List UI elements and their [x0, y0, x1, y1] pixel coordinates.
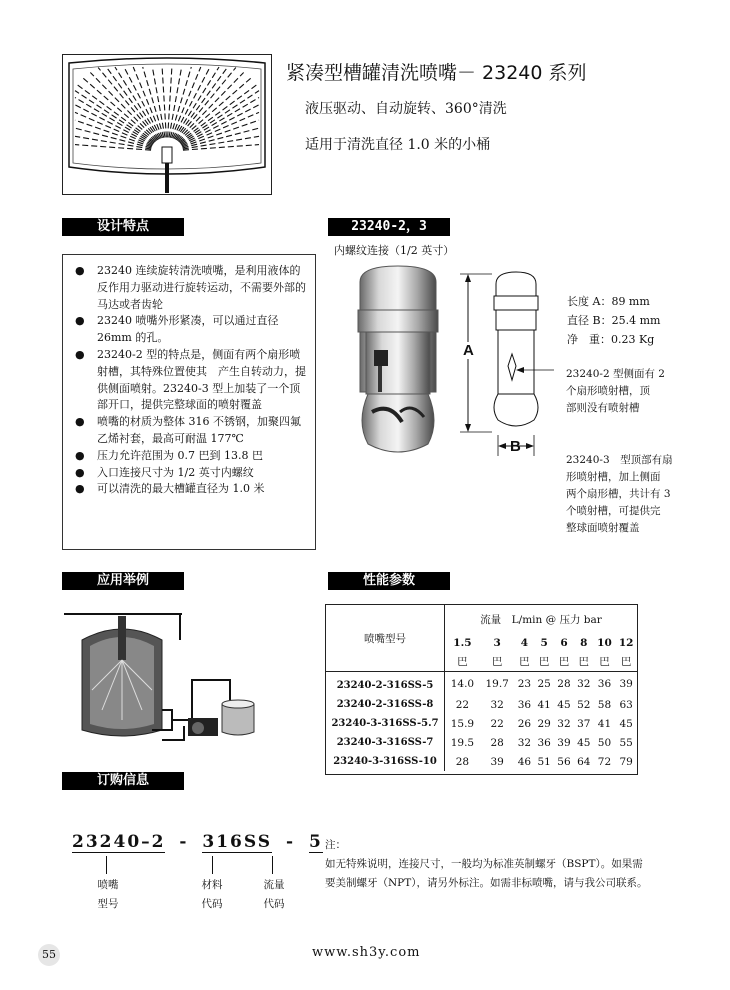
flow-value-cell: 32 [557, 717, 571, 730]
dimension-specs [567, 292, 660, 349]
page-title: 紧凑型槽罐清洗喷嘴－ 23240 系列 [286, 62, 587, 84]
note-line: 两个扇形槽，共计有 3 [566, 488, 671, 500]
model-header: 喷嘴型号 [326, 605, 445, 672]
tank-spray-illustration [62, 54, 272, 195]
flow-value-cell: 45 [619, 717, 633, 730]
flow-value-cell: 19.7 [485, 677, 509, 690]
order-caption-flow [256, 876, 292, 914]
performance-table [326, 605, 637, 771]
flow-value-cell: 79 [619, 755, 633, 768]
feature-item: ● 可以清洗的最大槽罐直径为 1.0 米 [69, 481, 309, 498]
table-row [326, 695, 637, 714]
spec-weight: 净 重：0.23 Kg [567, 333, 655, 346]
caption-line: 材料 [201, 879, 223, 891]
feature-list [69, 263, 309, 498]
flow-value-cell: 39 [619, 677, 633, 690]
table-row [326, 733, 637, 752]
pressure-unit: 巴 [554, 652, 574, 672]
flow-value-cell: 28 [455, 755, 470, 768]
flow-value-cell: 36 [597, 677, 612, 690]
note-line: 部则没有喷射槽 [566, 402, 640, 414]
flow-value-cell: 41 [537, 698, 551, 711]
nozzle-photo [350, 262, 446, 462]
flow-value-cell: 72 [597, 755, 612, 768]
flow-value-cell: 39 [557, 736, 571, 749]
table-row [326, 672, 637, 696]
pressure-header: 6 [560, 636, 568, 649]
dimension-label-a: A [463, 342, 474, 359]
order-tick [212, 856, 213, 874]
flow-value-cell: 32 [517, 736, 532, 749]
thread-note: 内螺纹连接（1/2 英寸） [334, 244, 455, 257]
page-subtitle-1: 液压驱动、自动旋转、360°清洗 [305, 101, 507, 117]
caption-line: 喷嘴 [97, 879, 119, 891]
order-tick [106, 856, 107, 874]
flow-value-cell: 37 [577, 717, 591, 730]
application-diagram [62, 600, 262, 750]
flow-value-cell: 63 [619, 698, 633, 711]
order-code-material: 316SS [202, 832, 273, 852]
page-subtitle-2: 适用于清洗直径 1.0 米的小桶 [305, 137, 491, 153]
section-ordering: 订购信息 [62, 772, 184, 790]
pressure-header: 3 [493, 636, 501, 649]
pressure-unit: 巴 [574, 652, 594, 672]
note-line: 23240-2 型侧面有 2 [566, 368, 665, 380]
feature-item: ● 喷嘴的材质为整体 316 不锈钢，加聚四氟乙烯衬套，最高可耐温 177℃ [69, 414, 309, 448]
flow-value-cell: 56 [557, 755, 571, 768]
note-line: 形喷射槽，加上侧面 [566, 471, 661, 483]
flow-value-cell: 14.0 [450, 677, 475, 690]
section-application: 应用举例 [62, 572, 184, 590]
flow-value-cell: 22 [490, 717, 504, 730]
flow-value-cell: 23 [517, 677, 532, 690]
feature-item: ● 压力允许范围为 0.7 巴到 13.8 巴 [69, 448, 309, 465]
pressure-header: 1.5 [453, 636, 472, 649]
flow-value-cell: 15.9 [450, 717, 475, 730]
pressure-header: 12 [618, 636, 634, 649]
flow-value-cell: 46 [517, 755, 532, 768]
pressure-unit: 巴 [615, 652, 637, 672]
pressure-header: 8 [580, 636, 588, 649]
pressure-header: 10 [597, 636, 612, 649]
nozzle-dimension-drawing [456, 270, 556, 460]
flow-value-cell: 52 [577, 698, 591, 711]
note-line: 整球面喷射覆盖 [566, 522, 640, 534]
note-model-2 [566, 366, 665, 417]
order-code-flow: 5 [308, 832, 323, 852]
order-code-sep: - [179, 832, 189, 852]
flow-value-cell: 51 [537, 755, 551, 768]
flow-header: 流量 L/min @ 压力 bar [480, 613, 602, 626]
flow-value-cell: 19.5 [450, 736, 475, 749]
model-cell: 23240-3-316SS-7 [326, 733, 445, 752]
flow-value-cell: 41 [597, 717, 612, 730]
pressure-header: 5 [540, 636, 548, 649]
note-line: 个喷射槽，可提供完 [566, 505, 661, 517]
table-row [326, 752, 637, 771]
feature-item: ● 入口连接尺寸为 1/2 英寸内螺纹 [69, 465, 309, 482]
note-line: 23240-3 型顶部有扇 [566, 454, 673, 466]
flow-value-cell: 22 [455, 698, 470, 711]
flow-value-cell: 45 [577, 736, 591, 749]
model-cell: 23240-3-316SS-10 [326, 752, 445, 771]
caption-line: 型号 [97, 898, 119, 910]
flow-value-cell: 36 [537, 736, 551, 749]
flow-value-cell: 26 [517, 717, 532, 730]
order-caption-material [194, 876, 230, 914]
flow-value-cell: 45 [557, 698, 571, 711]
pressure-unit: 巴 [594, 652, 616, 672]
spec-diameter: 直径 B：25.4 mm [567, 314, 661, 327]
pressure-header: 4 [520, 636, 529, 649]
table-row [326, 714, 637, 733]
pressure-unit: 巴 [534, 652, 554, 672]
footnote [325, 836, 648, 893]
order-tick [272, 856, 273, 874]
caption-line: 代码 [201, 898, 223, 910]
flow-value-cell: 32 [577, 677, 591, 690]
website-url[interactable]: www.sh3y.com [312, 945, 421, 960]
note-model-3 [566, 452, 673, 537]
flow-value-cell: 64 [577, 755, 591, 768]
caption-line: 代码 [263, 898, 285, 910]
model-cell: 23240-3-316SS-5.7 [326, 714, 445, 733]
model-cell: 23240-2-316SS-5 [326, 672, 445, 696]
feature-item: ● 23240-2 型的特点是，侧面有两个扇形喷射槽，其特殊位置使其 产生自转动力，提供侧面喷射。23240-3 型上加装了一个顶部开口，提供完整球面的喷射覆盖 [69, 347, 309, 414]
order-code-sep: - [285, 832, 296, 852]
order-code-model: 23240–2 [72, 832, 166, 852]
footnote-line: 如无特殊说明，连接尺寸，一般均为标准英制螺牙（BSPT）。如果需 [325, 858, 643, 870]
flow-value-cell: 28 [490, 736, 504, 749]
features-box [62, 254, 316, 550]
flow-value-cell: 39 [490, 755, 504, 768]
order-caption-model [90, 876, 126, 914]
model-cell: 23240-2-316SS-8 [326, 695, 445, 714]
feature-item: ● 23240 连续旋转清洗喷嘴，是利用液体的反作用力驱动进行旋转运动，不需要外部的马达或者齿轮 [69, 263, 309, 313]
flow-value-cell: 55 [619, 736, 633, 749]
section-model: 23240-2，3 [328, 218, 450, 236]
flow-value-cell: 50 [597, 736, 612, 749]
pressure-unit: 巴 [480, 652, 515, 672]
pressure-unit: 巴 [514, 652, 534, 672]
section-performance: 性能参数 [328, 572, 450, 590]
flow-value-cell: 32 [490, 698, 504, 711]
flow-value-cell: 36 [517, 698, 532, 711]
performance-table-frame [325, 604, 638, 775]
spec-length: 长度 A：89 mm [567, 295, 650, 308]
page-number: 55 [38, 944, 60, 966]
flow-value-cell: 58 [597, 698, 612, 711]
feature-item: ● 23240 喷嘴外形紧凑，可以通过直径26mm 的孔。 [69, 313, 309, 347]
section-design-features: 设计特点 [62, 218, 184, 236]
dimension-label-b: B [510, 438, 521, 455]
pressure-unit: 巴 [445, 652, 480, 672]
note-line: 个扇形喷射槽，顶 [566, 385, 650, 397]
caption-line: 流量 [263, 879, 285, 891]
spray-pattern-graphic [63, 55, 271, 194]
footnote-line: 要美制螺牙（NPT），请另外标注。如需非标喷嘴，请与我公司联系。 [325, 877, 648, 889]
flow-value-cell: 29 [537, 717, 551, 730]
flow-value-cell: 25 [537, 677, 551, 690]
footnote-title: 注： [325, 839, 346, 851]
order-code [72, 832, 323, 852]
flow-value-cell: 28 [557, 677, 571, 690]
